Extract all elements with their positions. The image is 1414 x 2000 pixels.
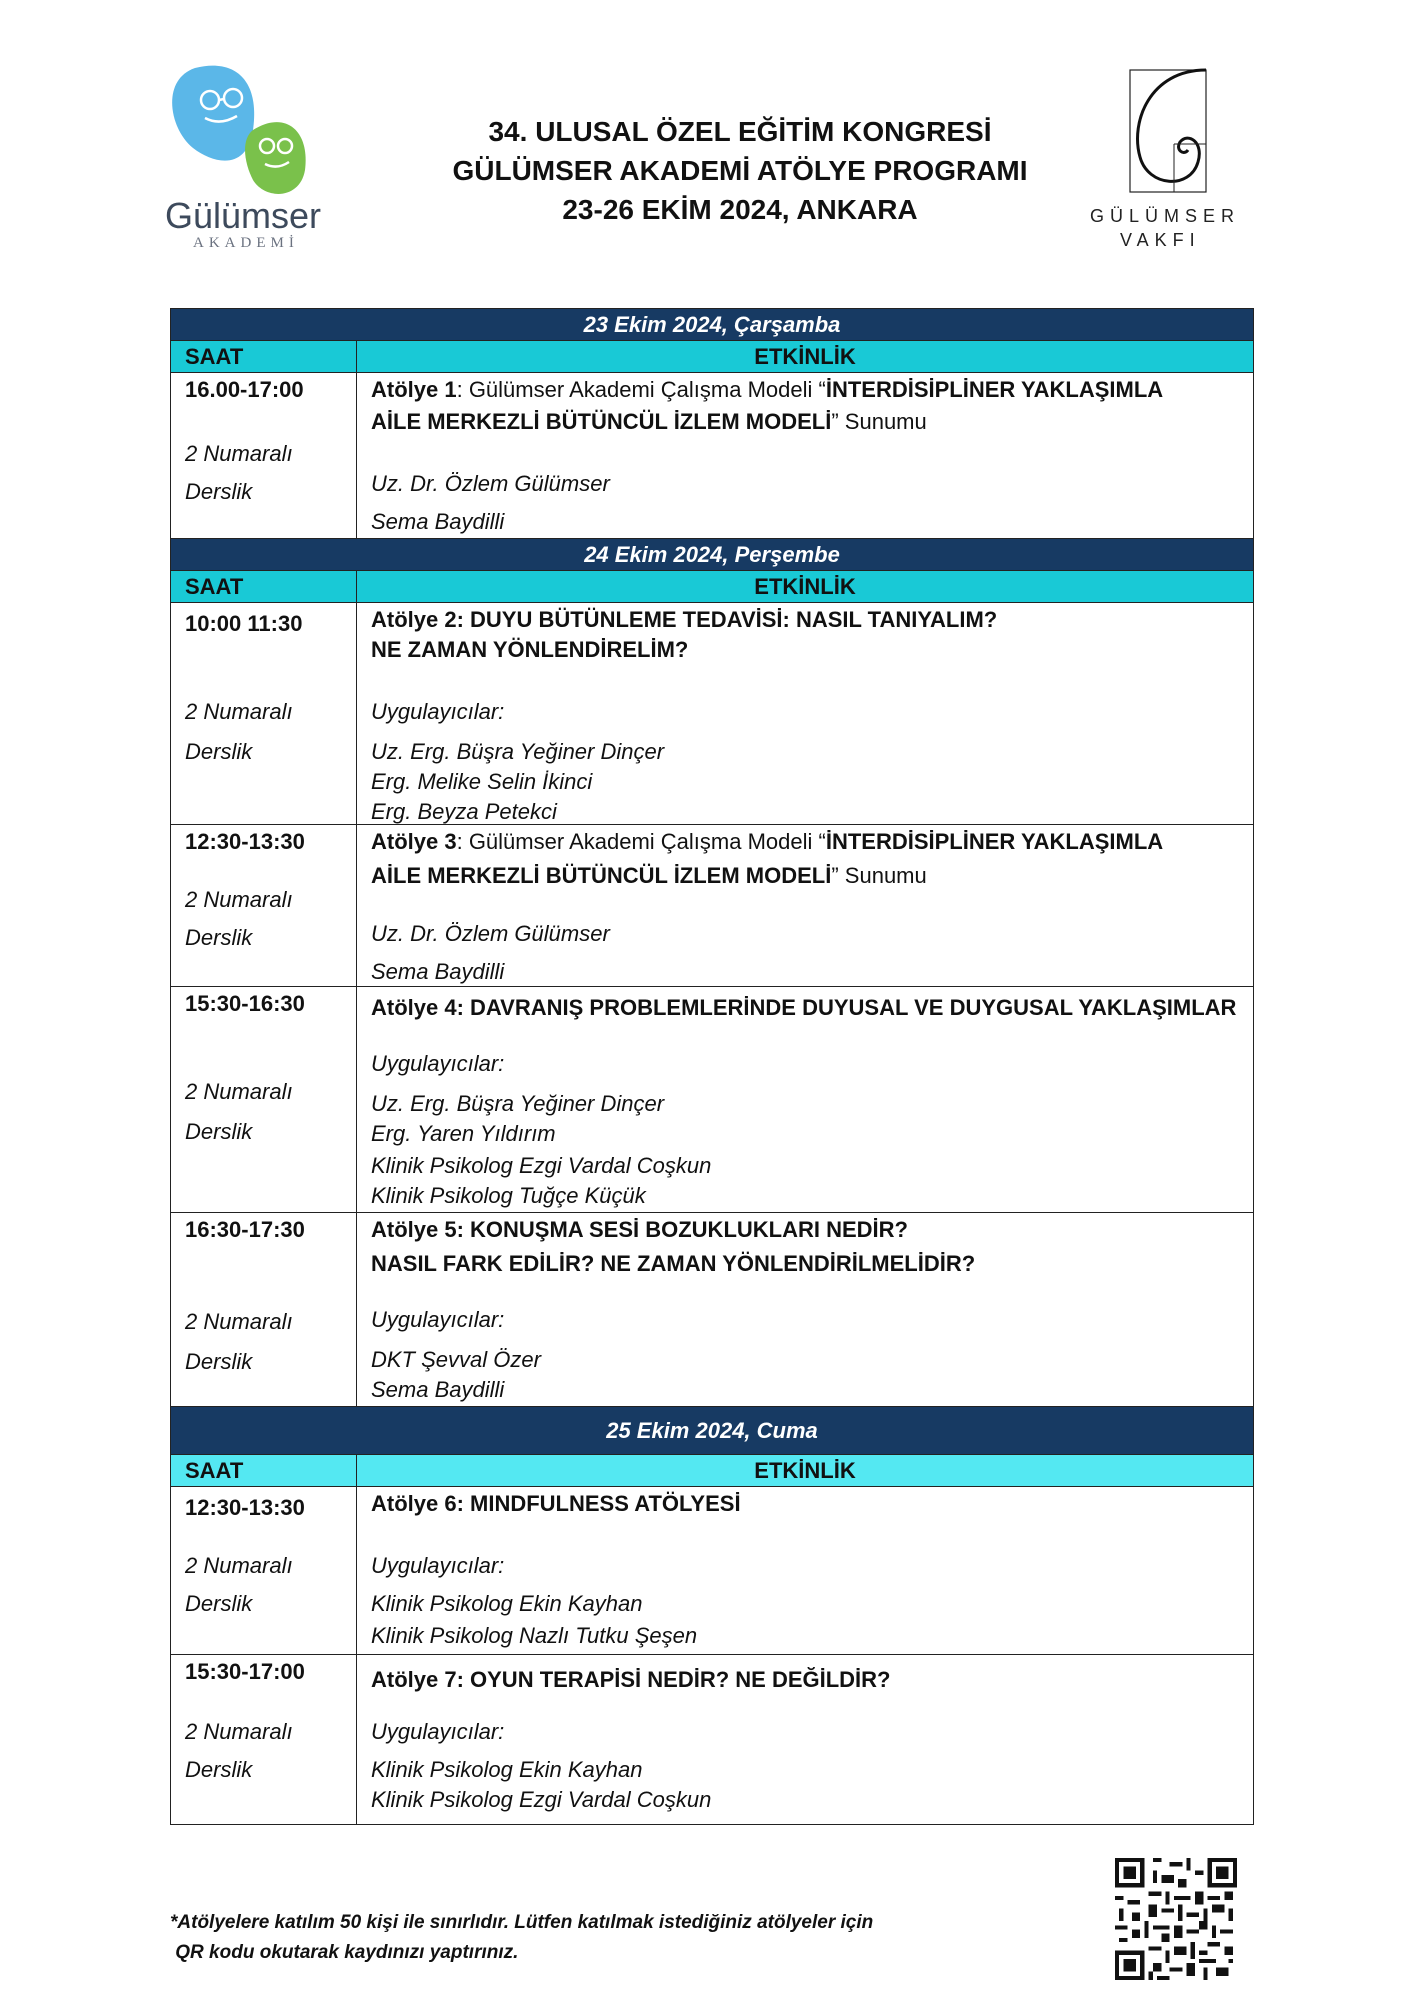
presenter: DKT Şevval Özer	[371, 1347, 541, 1372]
table-row	[171, 1487, 1253, 1655]
session-place: 2 Numaralı	[185, 1309, 293, 1334]
presenter: Klinik Psikolog Tuğçe Küçük	[371, 1183, 646, 1208]
presenters-label: Uygulayıcılar:	[371, 1719, 505, 1744]
presenter: Sema Baydilli	[371, 1377, 505, 1402]
session-place: Derslik	[185, 1349, 253, 1374]
presenter: Klinik Psikolog Ezgi Vardal Coşkun	[371, 1153, 712, 1178]
col-saat: SAAT	[171, 571, 357, 602]
registration-note	[170, 1908, 873, 1968]
session-time: 12:30-13:30	[185, 1495, 305, 1520]
day-header: 23 Ekim 2024, Çarşamba	[171, 309, 1253, 341]
presenter: Klinik Psikolog Ekin Kayhan	[371, 1757, 643, 1782]
session-title: Atölye 4: DAVRANIŞ PROBLEMLERİNDE DUYUSAL VE DUYGUSAL YAKLAŞIMLAR	[371, 995, 1237, 1020]
session-place: Derslik	[185, 739, 253, 764]
session-place: 2 Numaralı	[185, 699, 293, 724]
session-place: Derslik	[185, 479, 253, 504]
title-line-1: 34. ULUSAL ÖZEL EĞİTİM KONGRESİ	[488, 116, 992, 147]
presenters-label: Uygulayıcılar:	[371, 1553, 505, 1578]
col-saat: SAAT	[171, 1455, 357, 1486]
session-title: Atölye 5: KONUŞMA SESİ BOZUKLUKLARI NEDİR?	[371, 1217, 908, 1242]
session-title: Atölye 3: Gülümser Akademi Çalışma Modeli “İNTERDİSİPLİNER YAKLAŞIMLA	[371, 829, 1164, 854]
session-time: 16:30-17:30	[185, 1217, 305, 1242]
session-place: 2 Numaralı	[185, 1719, 293, 1744]
day-header: 24 Ekim 2024, Perşembe	[171, 539, 1253, 571]
col-etkinlik: ETKİNLİK	[754, 1458, 856, 1483]
table-row	[171, 825, 1253, 987]
presenters-label: Uygulayıcılar:	[371, 1051, 505, 1076]
table-row	[171, 373, 1253, 539]
session-title: Atölye 1: Gülümser Akademi Çalışma Modeli “İNTERDİSİPLİNER YAKLAŞIMLA	[371, 377, 1164, 402]
session-place: 2 Numaralı	[185, 441, 293, 466]
presenter: Sema Baydilli	[371, 509, 505, 534]
session-title: Atölye 6: MINDFULNESS ATÖLYESİ	[371, 1491, 741, 1516]
presenter: Uz. Erg. Büşra Yeğiner Dinçer	[371, 739, 665, 764]
session-title: AİLE MERKEZLİ BÜTÜNCÜL İZLEM MODELİ” Sunumu	[371, 863, 927, 888]
day-header: 25 Ekim 2024, Cuma	[171, 1407, 1253, 1455]
presenter: Uz. Dr. Özlem Gülümser	[371, 471, 610, 496]
presenter: Klinik Psikolog Ezgi Vardal Coşkun	[371, 1787, 712, 1812]
session-place: 2 Numaralı	[185, 1553, 293, 1578]
col-etkinlik: ETKİNLİK	[754, 574, 856, 599]
presenter: Erg. Beyza Petekci	[371, 799, 557, 824]
session-title: Atölye 7: OYUN TERAPİSİ NEDİR? NE DEĞİLDİR?	[371, 1667, 891, 1692]
qr-code-icon[interactable]	[1115, 1858, 1237, 1980]
session-title: NE ZAMAN YÖNLENDİRELİM?	[371, 637, 689, 662]
note-line: QR kodu okutarak kaydınızı yaptırınız.	[170, 1942, 519, 1963]
presenters-label: Uygulayıcılar:	[371, 699, 505, 724]
session-time: 15:30-17:00	[185, 1659, 305, 1684]
presenter: Erg. Yaren Yıldırım	[371, 1121, 556, 1146]
schedule-table	[170, 308, 1254, 1825]
session-time: 15:30-16:30	[185, 991, 305, 1016]
table-row	[171, 603, 1253, 825]
session-time: 16.00-17:00	[185, 377, 304, 402]
faces-icon	[165, 60, 345, 250]
session-title: AİLE MERKEZLİ BÜTÜNCÜL İZLEM MODELİ” Sunumu	[371, 409, 927, 434]
gulumser-vakfi-logo	[1080, 62, 1260, 262]
column-header-row	[171, 341, 1253, 373]
svg-text:Gülümser: Gülümser	[165, 195, 322, 236]
presenter: Sema Baydilli	[371, 959, 505, 984]
session-time: 10:00 11:30	[185, 611, 303, 636]
session-title: Atölye 2: DUYU BÜTÜNLEME TEDAVİSİ: NASIL TANIYALIM?	[371, 607, 998, 632]
spiral-icon	[1080, 62, 1260, 262]
title-line-3: 23-26 EKİM 2024, ANKARA	[562, 194, 918, 225]
title-line-2: GÜLÜMSER AKADEMİ ATÖLYE PROGRAMI	[452, 155, 1028, 186]
table-row	[171, 987, 1253, 1213]
presenter: Erg. Melike Selin İkinci	[371, 769, 593, 794]
gulumser-akademi-logo	[165, 60, 345, 250]
presenters-label: Uygulayıcılar:	[371, 1307, 505, 1332]
session-place: Derslik	[185, 925, 253, 950]
session-place: Derslik	[185, 1757, 253, 1782]
column-header-row	[171, 1455, 1253, 1487]
session-place: 2 Numaralı	[185, 1079, 293, 1104]
presenter: Uz. Dr. Özlem Gülümser	[371, 921, 610, 946]
presenter: Uz. Erg. Büşra Yeğiner Dinçer	[371, 1091, 665, 1116]
col-saat: SAAT	[171, 341, 357, 372]
svg-text:GÜLÜMSER: GÜLÜMSER	[1090, 206, 1241, 226]
session-place: Derslik	[185, 1591, 253, 1616]
session-place: 2 Numaralı	[185, 887, 293, 912]
table-row	[171, 1655, 1253, 1825]
svg-text:VAKFI: VAKFI	[1120, 230, 1201, 250]
session-place: Derslik	[185, 1119, 253, 1144]
session-time: 12:30-13:30	[185, 829, 305, 854]
table-row	[171, 1213, 1253, 1407]
presenter: Klinik Psikolog Nazlı Tutku Şeşen	[371, 1623, 698, 1648]
page-title	[380, 112, 1100, 229]
column-header-row	[171, 571, 1253, 603]
svg-text:AKADEMİ: AKADEMİ	[193, 235, 299, 250]
session-title: NASIL FARK EDİLİR? NE ZAMAN YÖNLENDİRİLMELİDİR?	[371, 1251, 976, 1276]
presenter: Klinik Psikolog Ekin Kayhan	[371, 1591, 643, 1616]
col-etkinlik: ETKİNLİK	[754, 344, 856, 369]
note-line: *Atölyelere katılım 50 kişi ile sınırlıdır. Lütfen katılmak istediğiniz atölyeler için	[170, 1912, 874, 1933]
